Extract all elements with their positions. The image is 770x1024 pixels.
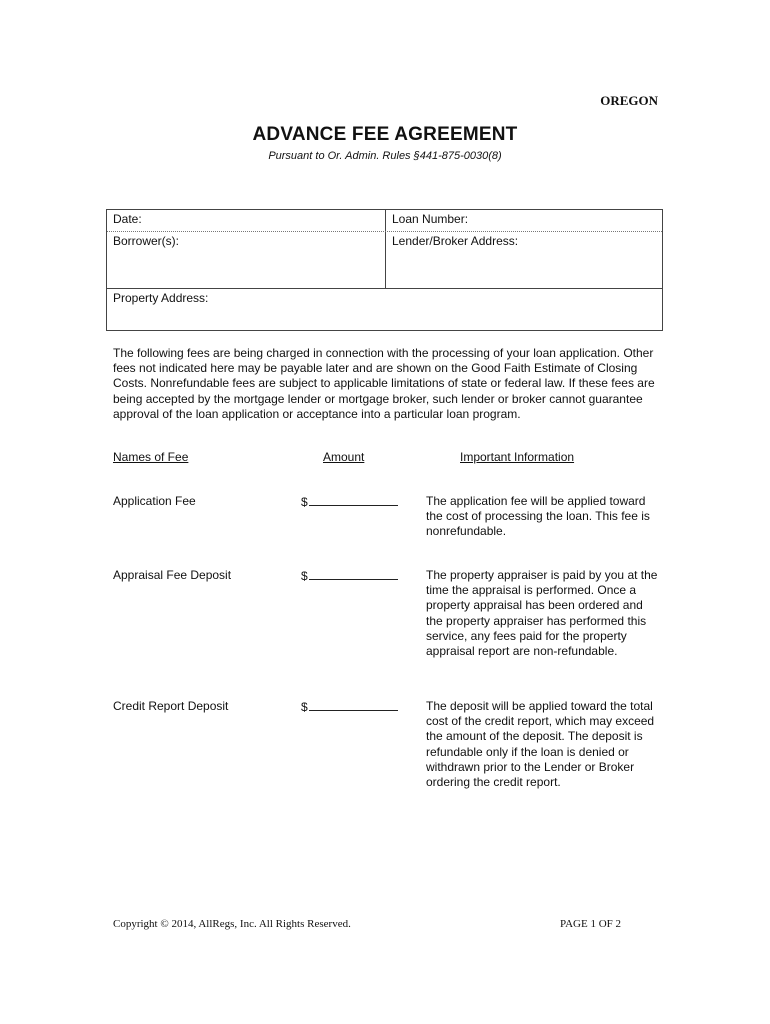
date-label: Date: (113, 212, 142, 226)
fee-amount-credit-report[interactable] (301, 699, 398, 714)
amount-blank-line[interactable] (309, 568, 398, 580)
fee-name-application: Application Fee (113, 494, 196, 508)
column-header-name: Names of Fee (113, 450, 189, 464)
state-label: OREGON (600, 93, 658, 108)
borrowers-field[interactable] (107, 232, 385, 288)
page-number: PAGE 1 OF 2 (560, 918, 622, 930)
loan-number-label: Loan Number: (392, 212, 469, 226)
lender-address-label: Lender/Broker Address: (392, 234, 519, 248)
currency-symbol: $ (301, 495, 308, 509)
copyright-notice: Copyright © 2014, AllRegs, Inc. All Rights Reserved. (113, 918, 351, 930)
loan-number-field[interactable] (386, 210, 662, 231)
fee-name-credit-report: Credit Report Deposit (113, 699, 229, 713)
borrowers-label: Borrower(s): (113, 234, 180, 248)
lender-address-field[interactable] (386, 232, 662, 288)
column-header-info: Important Information (460, 450, 575, 464)
loan-info-form (106, 209, 663, 331)
amount-blank-line[interactable] (309, 494, 398, 506)
currency-symbol: $ (301, 569, 308, 583)
property-address-field[interactable] (107, 289, 662, 330)
property-address-label: Property Address: (113, 291, 209, 305)
fee-info-application: The application fee will be applied toward the cost of processing the loan. This fee is nonrefundable. (426, 494, 650, 539)
date-field[interactable] (107, 210, 385, 231)
fee-info-credit-report: The deposit will be applied toward the total cost of the credit report, which may exceed the amount of the deposit. The deposit is refundable only if the loan is denied or withdrawn prior to the Lender or Broker ordering the credit report. (426, 699, 655, 790)
fee-amount-appraisal[interactable] (301, 568, 398, 583)
document-subtitle: Pursuant to Or. Admin. Rules §441-875-0030(8) (268, 150, 502, 162)
currency-symbol: $ (301, 700, 308, 714)
column-header-amount: Amount (323, 450, 365, 464)
amount-blank-line[interactable] (309, 699, 398, 711)
document-title: ADVANCE FEE AGREEMENT (252, 124, 518, 145)
fee-info-appraisal: The property appraiser is paid by you at the time the appraisal is performed. Once a property appraisal has been ordered and the property appraiser has performed this service, any fees paid for the property appraisal report are non-refundable. (426, 568, 658, 659)
fee-amount-application[interactable] (301, 494, 398, 509)
intro-paragraph: The following fees are being charged in connection with the processing of your loan application. Other fees not indicated here may be payable later and are shown on the Good Faith Estimate of Closing Costs. Nonrefundable fees are subject to applicable limitations of state or federal law. If these fees are being accepted by the mortgage lender or mortgage broker, such lender or broker cannot guarantee approval of the loan application or acceptance into a particular loan program. (113, 346, 655, 421)
fee-name-appraisal: Appraisal Fee Deposit (113, 568, 232, 582)
